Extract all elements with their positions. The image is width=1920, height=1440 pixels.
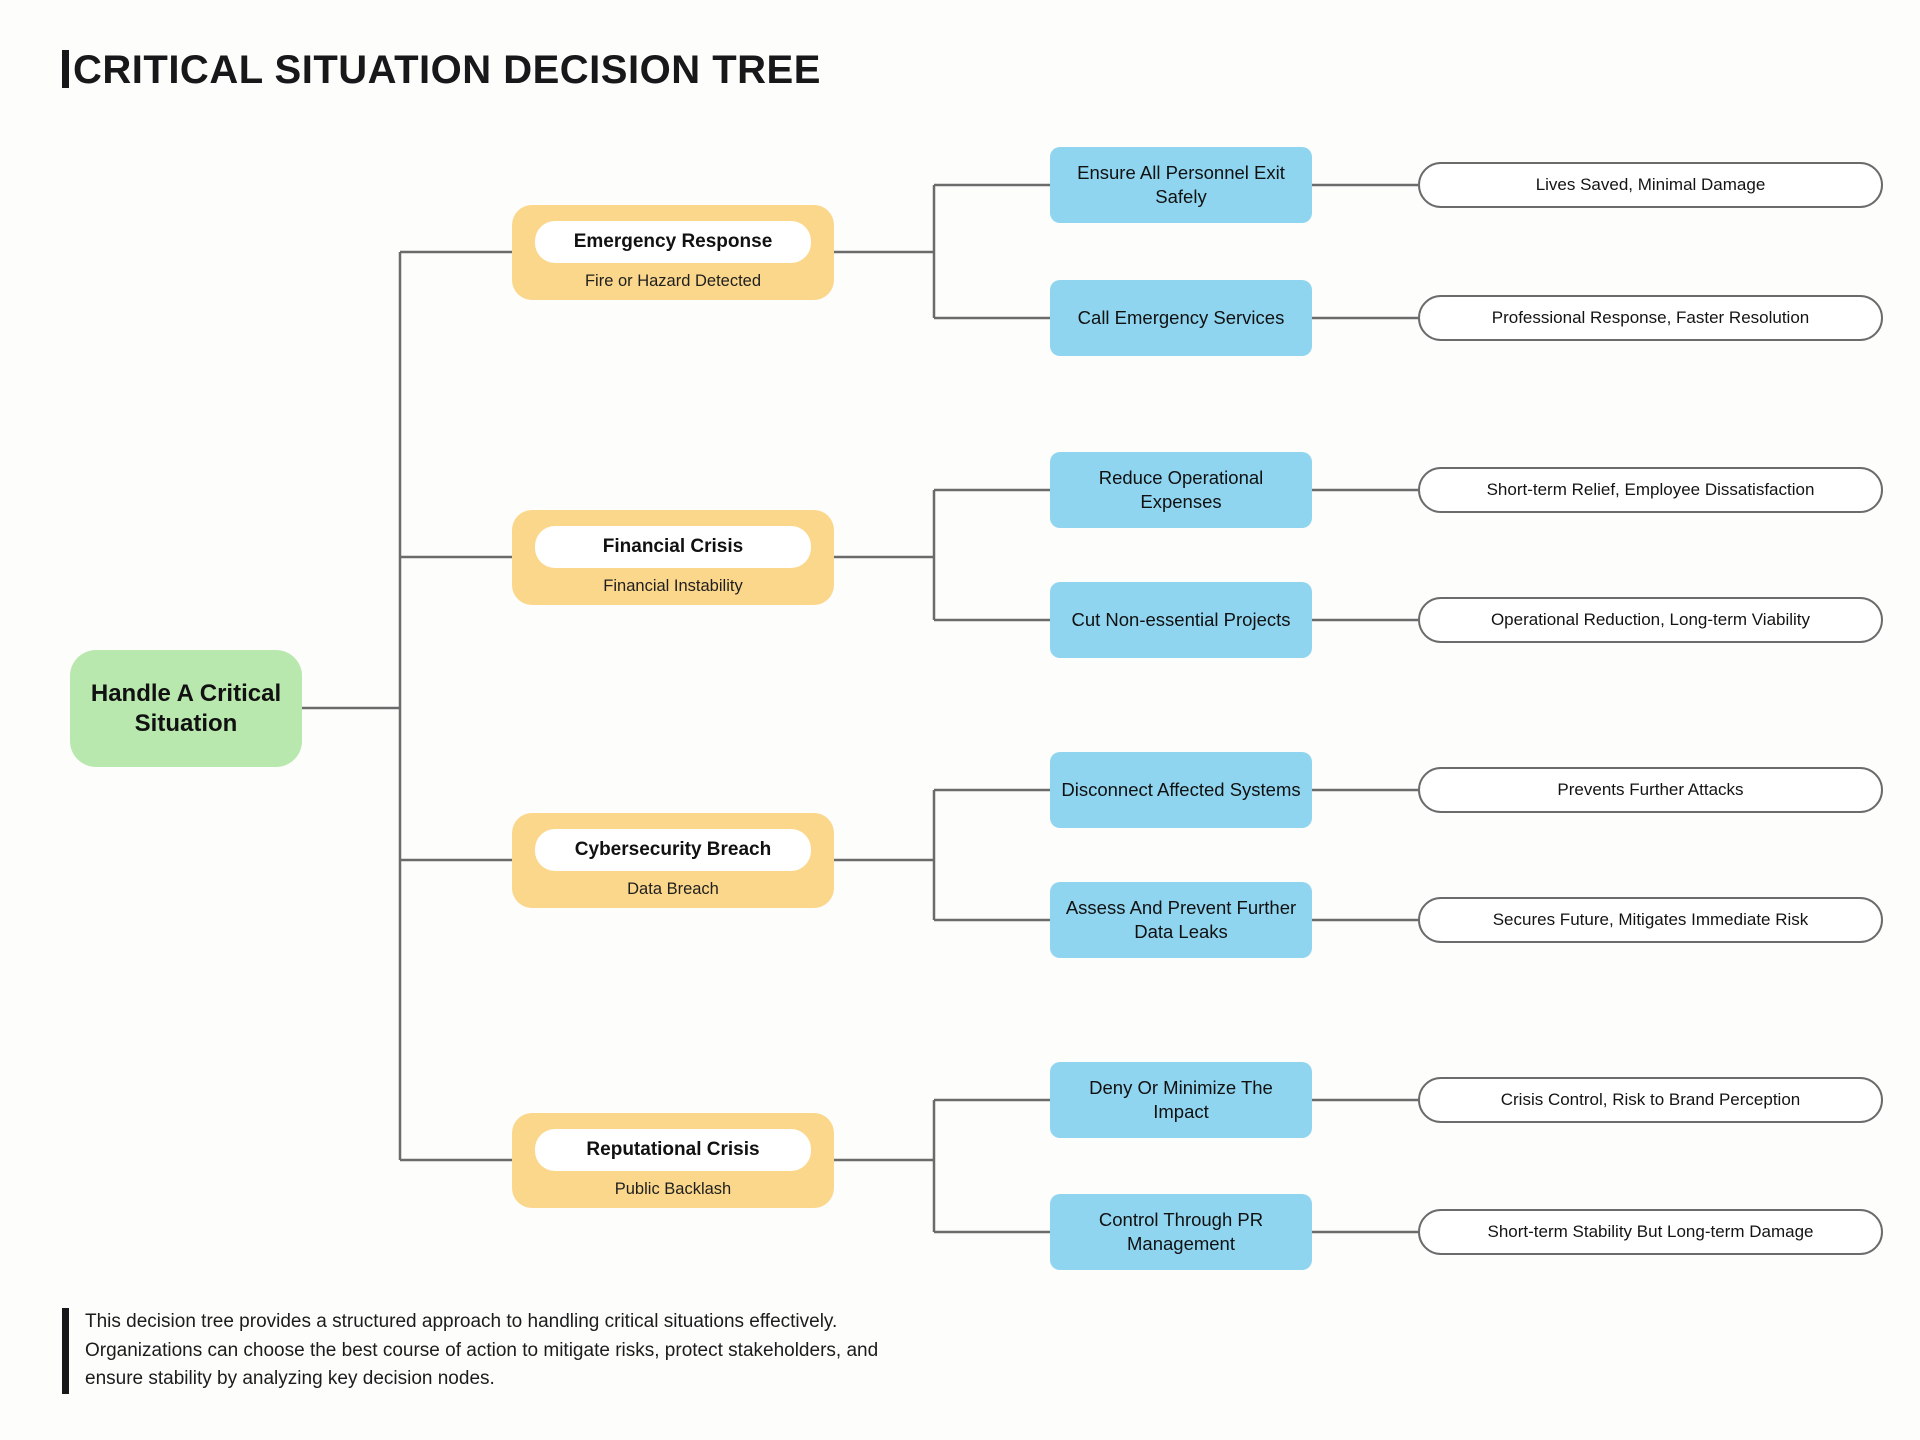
decision-node-condition: Data Breach — [627, 879, 719, 898]
action-node[interactable]: Assess And Prevent Further Data Leaks — [1050, 882, 1312, 958]
decision-node-title: Emergency Response — [535, 221, 811, 263]
outcome-node[interactable]: Lives Saved, Minimal Damage — [1418, 162, 1883, 208]
decision-node-condition: Fire or Hazard Detected — [584, 271, 762, 290]
decision-node-condition: Financial Instability — [603, 576, 743, 595]
decision-node-condition: Public Backlash — [614, 1179, 732, 1198]
outcome-node[interactable]: Operational Reduction, Long-term Viability — [1418, 597, 1883, 643]
outcome-node[interactable]: Prevents Further Attacks — [1418, 767, 1883, 813]
root-node-label: Handle A Critical Situation — [90, 679, 282, 737]
action-node[interactable]: Deny Or Minimize The Impact — [1050, 1062, 1312, 1138]
action-node[interactable]: Reduce Operational Expenses — [1050, 452, 1312, 528]
root-node[interactable] — [70, 650, 302, 767]
action-node[interactable]: Call Emergency Services — [1050, 280, 1312, 356]
action-node[interactable]: Cut Non-essential Projects — [1050, 582, 1312, 658]
decision-node-cybersecurity-breach[interactable] — [512, 813, 834, 908]
outcome-node[interactable]: Short-term Relief, Employee Dissatisfaction — [1418, 467, 1883, 513]
outcome-node[interactable]: Short-term Stability But Long-term Damage — [1418, 1209, 1883, 1255]
page-title — [62, 48, 821, 93]
action-node[interactable]: Control Through PR Management — [1050, 1194, 1312, 1270]
outcome-node[interactable]: Professional Response, Faster Resolution — [1418, 295, 1883, 341]
decision-node-title: Cybersecurity Breach — [535, 829, 811, 871]
title-accent-bar — [62, 50, 69, 88]
footer-note — [62, 1308, 882, 1394]
outcome-node[interactable]: Crisis Control, Risk to Brand Perception — [1418, 1077, 1883, 1123]
decision-node-reputational-crisis[interactable] — [512, 1113, 834, 1208]
decision-node-title: Reputational Crisis — [535, 1129, 811, 1171]
action-node[interactable]: Ensure All Personnel Exit Safely — [1050, 147, 1312, 223]
footer-note-text: This decision tree provides a structured approach to handling critical situations effectively. Organizations can choose the best course of action to mitigate risks, protect stakeholders, and ensure stability by analyzing key decision nodes. — [85, 1311, 879, 1389]
page-title-text: CRITICAL SITUATION DECISION TREE — [73, 48, 821, 92]
decision-node-emergency-response[interactable] — [512, 205, 834, 300]
decision-node-title: Financial Crisis — [535, 526, 811, 568]
action-node[interactable]: Disconnect Affected Systems — [1050, 752, 1312, 828]
decision-node-financial-crisis[interactable] — [512, 510, 834, 605]
outcome-node[interactable]: Secures Future, Mitigates Immediate Risk — [1418, 897, 1883, 943]
footer-accent-bar — [62, 1308, 69, 1394]
